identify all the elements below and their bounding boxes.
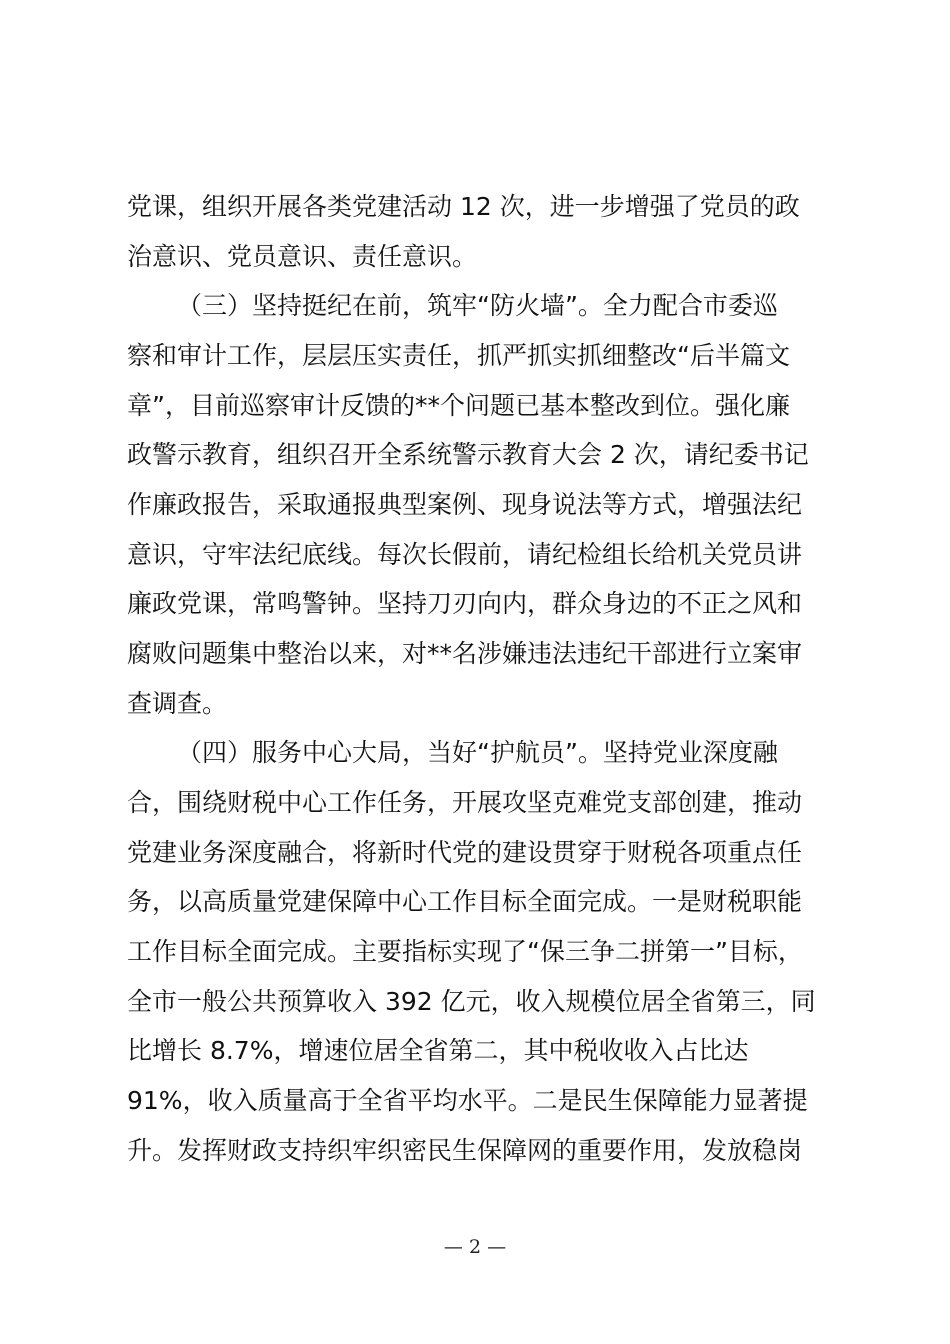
text-line: 治意识、党员意识、责任意识。 — [127, 242, 478, 271]
text-line: 腐败问题集中整治以来，对**名涉嫌违法违纪干部进行立案审 — [127, 639, 803, 668]
text-line: 查调查。 — [127, 689, 228, 718]
text-line: 作廉政报告，采取通报典型案例、现身说法等方式，增强法纪 — [127, 490, 803, 519]
text-line: 党建业务深度融合，将新时代党的建设贯穿于财税各项重点任 — [127, 838, 803, 867]
page-number: — 2 — — [443, 1236, 507, 1258]
text-line: 党课，组织开展各类党建活动 12 次，进一步增强了党员的政 — [127, 192, 800, 221]
text-line: 比增长 8.7%，增速位居全省第二，其中税收收入占比达 — [127, 1036, 749, 1065]
text-line: 合，围绕财税中心工作任务，开展攻坚克难党支部创建，推动 — [127, 788, 803, 817]
text-line: 意识，守牢法纪底线。每次长假前，请纪检组长给机关党员讲 — [127, 540, 803, 569]
text-line: 察和审计工作，层层压实责任，抓严抓实抓细整改“后半篇文 — [127, 341, 790, 370]
text-line: 全市一般公共预算收入 392 亿元，收入规模位居全省第三，同 — [127, 987, 816, 1016]
text-line: 章”，目前巡察审计反馈的**个问题已基本整改到位。强化廉 — [127, 391, 790, 420]
text-line: 廉政党课，常鸣警钟。坚持刀刃向内，群众身边的不正之风和 — [127, 589, 803, 618]
section-heading-line: （三）坚持挺纪在前，筑牢“防火墙”。全力配合市委巡 — [177, 291, 778, 320]
text-line: 91%，收入质量高于全省平均水平。二是民生保障能力显著提 — [127, 1086, 808, 1115]
section-heading-line: （四）服务中心大局，当好“护航员”。坚持党业深度融 — [177, 738, 778, 767]
text-line: 升。发挥财政支持织牢织密民生保障网的重要作用，发放稳岗 — [127, 1136, 803, 1165]
text-line: 政警示教育，组织召开全系统警示教育大会 2 次，请纪委书记 — [127, 440, 809, 469]
text-line: 务，以高质量党建保障中心工作目标全面完成。一是财税职能 — [127, 887, 803, 916]
text-line: 工作目标全面完成。主要指标实现了“保三争二拼第一”目标， — [127, 937, 803, 966]
